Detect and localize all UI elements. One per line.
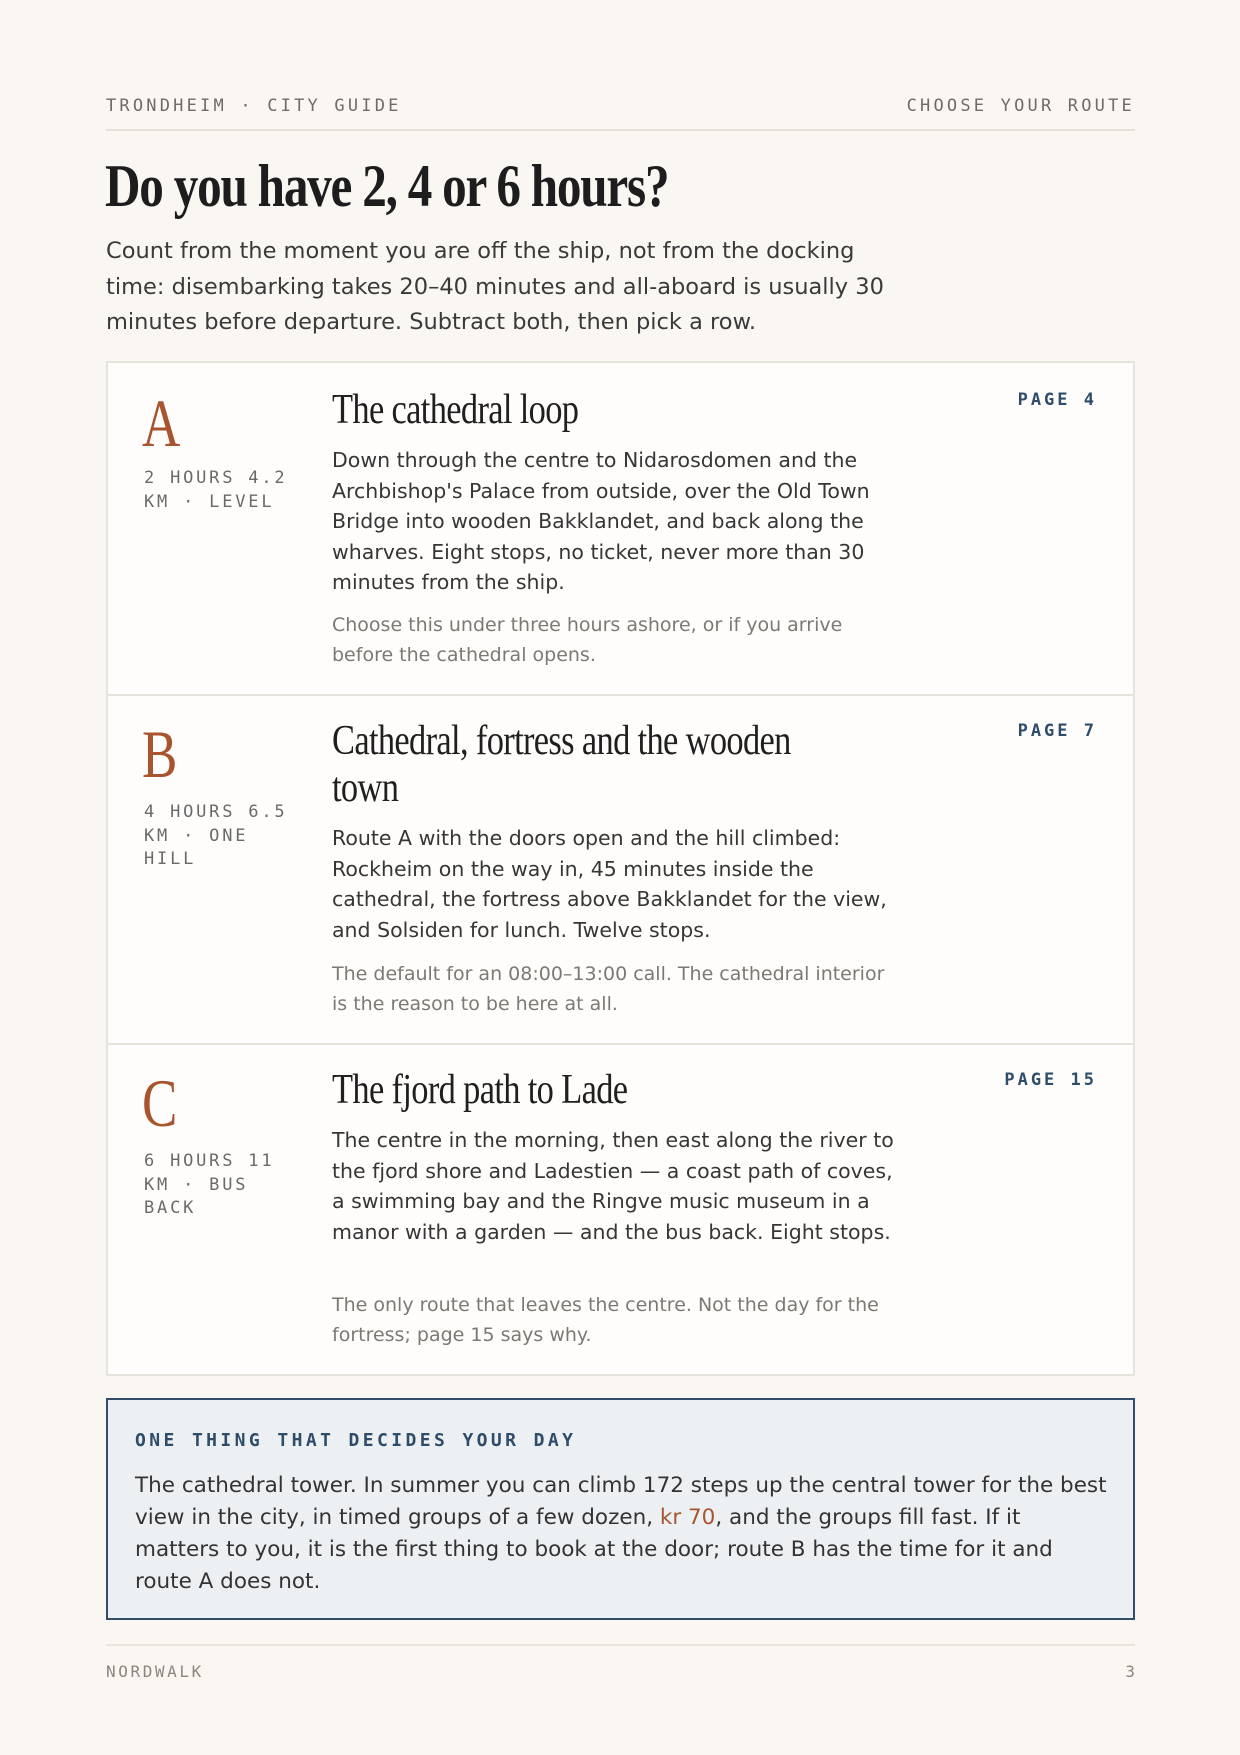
route-letter: A (142, 385, 181, 461)
route-meta: 2 HOURS 4.2 KM · LEVEL (144, 468, 288, 512)
routes-table (106, 361, 1135, 1376)
tower-price: kr 70 (659, 1505, 716, 1530)
route-note: Choose this under three hours ashore, or if you arrive before the cathedral opens. (332, 614, 843, 666)
intro-paragraph: Count from the moment you are off the ship, not from the docking time: disembarking takes 20–40 minutes and all-aboard is usually 30 minutes before departure. Subtract both, then pick a row. (106, 238, 884, 335)
tip-callout (106, 1398, 1135, 1620)
route-title: The fjord path to Lade (332, 1067, 628, 1113)
route-letter: B (142, 716, 178, 792)
page-footer (106, 1644, 1135, 1681)
route-row-b (108, 694, 1133, 1043)
route-page-link[interactable]: PAGE 4 (1017, 390, 1097, 410)
route-meta: 4 HOURS 6.5 KM · ONE HILL (144, 802, 288, 869)
route-title: The cathedral loop (332, 387, 579, 433)
route-row-c (108, 1043, 1133, 1374)
callout-body (135, 1470, 1107, 1598)
route-page-link[interactable]: PAGE 15 (1004, 1070, 1097, 1090)
page-number: 3 (1125, 1662, 1135, 1681)
footer-brand: NORDWALK (106, 1662, 204, 1681)
page-header (106, 96, 1135, 131)
callout-text-end: , and the groups fill fast. If it matters to you, it is the first thing to book at the door; route B has the time for it and route A does not. (135, 1505, 1053, 1594)
header-chapter-label: CHOOSE YOUR ROUTE (906, 96, 1135, 116)
route-letter: C (142, 1065, 178, 1141)
route-meta: 6 HOURS 11 KM · BUS BACK (144, 1151, 275, 1218)
route-note: The only route that leaves the centre. Not the day for the fortress; page 15 says why. (332, 1294, 879, 1346)
route-row-a (108, 363, 1133, 694)
header-section-label: TRONDHEIM · CITY GUIDE (106, 96, 402, 116)
route-description: The centre in the morning, then east along the river to the fjord shore and Ladestien — a coast path of coves, a swimming bay and the Ringve music museum in a manor with a garden — and the bus back. Eight stops. (332, 1128, 894, 1244)
route-page-link[interactable]: PAGE 7 (1017, 721, 1097, 741)
route-description: Route A with the doors open and the hill climbed: Rockheim on the way in, 45 minutes inside the cathedral, the fortress above Bakklandet for the view, and Solsiden for lunch. Twelve stops. (332, 826, 887, 942)
page-title: Do you have 2, 4 or 6 hours? (105, 153, 669, 219)
callout-text-start: The cathedral tower. In summer you can climb 172 steps up the central tower for the best view in the city, in timed groups of a few dozen, (135, 1473, 1107, 1530)
callout-title: ONE THING THAT DECIDES YOUR DAY (135, 1430, 577, 1451)
route-title: Cathedral, fortress and the wooden town (332, 718, 791, 811)
route-description: Down through the centre to Nidarosdomen and the Archbishop's Palace from outside, over the Old Town Bridge into wooden Bakklandet, and back along the wharves. Eight stops, no ticket, never more than 30 minutes from the ship. (332, 448, 870, 594)
route-note: The default for an 08:00–13:00 call. The cathedral interior is the reason to be here at all. (332, 963, 885, 1015)
